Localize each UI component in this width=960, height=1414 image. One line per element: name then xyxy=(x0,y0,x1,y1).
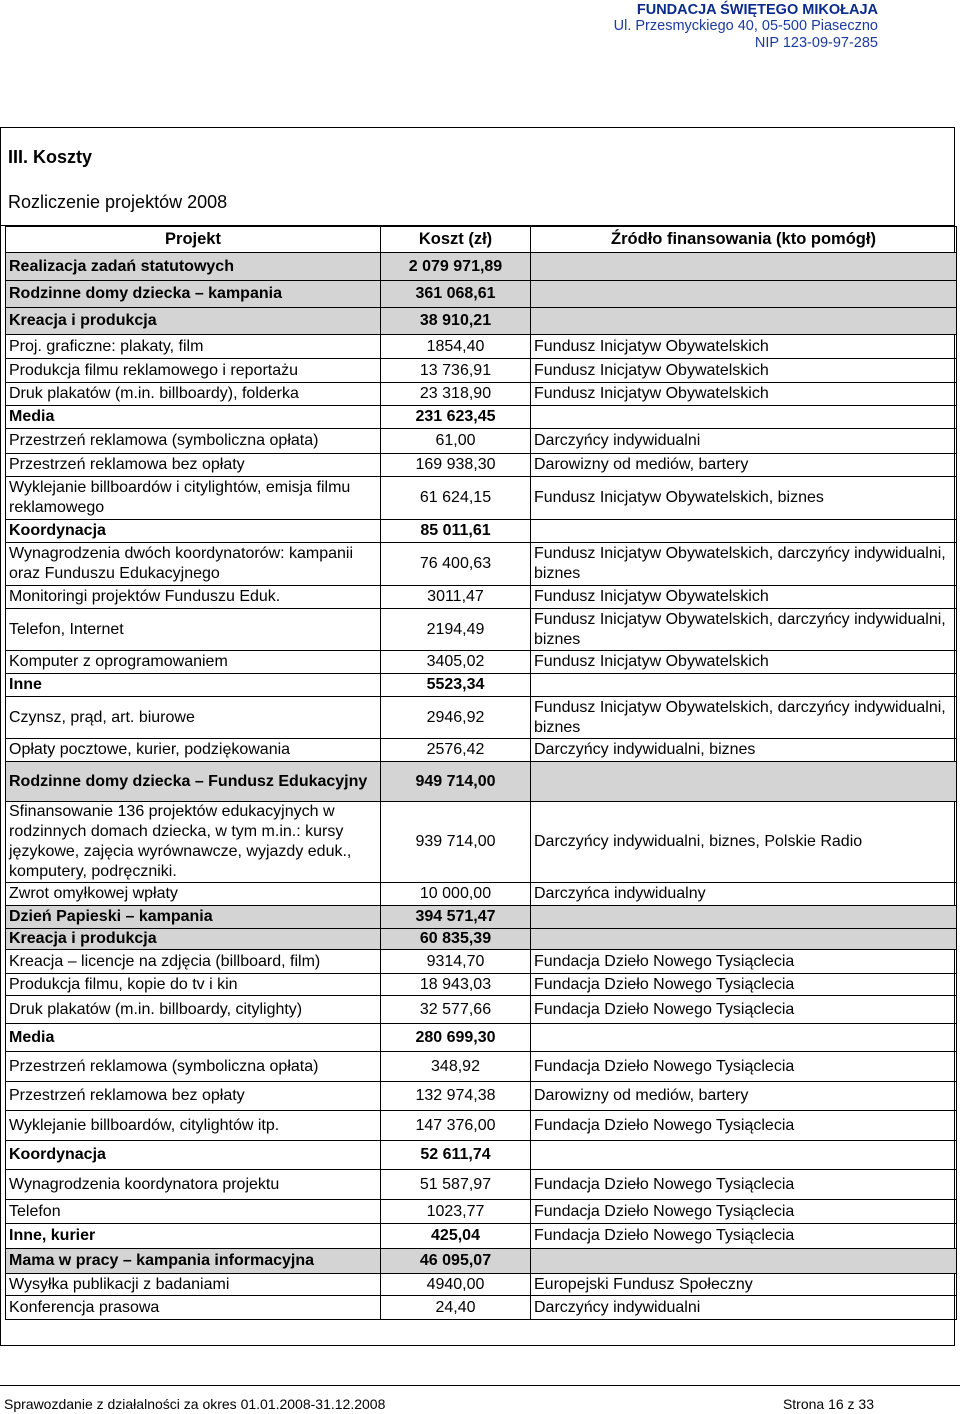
table-row xyxy=(6,477,957,520)
source-cell xyxy=(531,1024,957,1052)
source-cell-text: Fundusz Inicjatyw Obywatelskich xyxy=(534,361,769,379)
project-cell-text: Dzień Papieski – kampania xyxy=(9,908,213,925)
source-cell xyxy=(531,383,957,406)
cost-cell-text: 61,00 xyxy=(435,432,476,449)
project-cell xyxy=(6,543,381,586)
project-cell-text: Sfinansowanie 136 projektów edukacyjnych w rodzinnych domach dziecka, w tym m.in.: kursy językowe, zajęcia wyrównawcze, wyjazdy eduk., komputery, podręczniki. xyxy=(9,803,352,880)
org-nip: NIP 123-09-97-285 xyxy=(754,35,878,51)
cost-cell-text: 24,40 xyxy=(435,1298,476,1316)
cost-cell-text: 147 376,00 xyxy=(415,1116,496,1134)
project-cell-text: Konferencja prasowa xyxy=(9,1298,160,1316)
cost-cell-text: 5523,34 xyxy=(426,676,485,693)
project-cell xyxy=(6,974,381,996)
project-cell-text: Telefon xyxy=(9,1202,61,1220)
cost-cell xyxy=(381,802,531,883)
table-row xyxy=(6,1274,957,1296)
cost-cell-text: 85 011,61 xyxy=(420,522,491,539)
cost-cell-text: 51 587,97 xyxy=(419,1175,492,1193)
table-row xyxy=(6,802,957,883)
cost-cell-text: 348,92 xyxy=(431,1057,480,1075)
cost-cell-text: 23 318,90 xyxy=(419,385,492,402)
table-row xyxy=(6,1111,957,1141)
source-cell xyxy=(531,1296,957,1320)
project-cell-text: Koordynacja xyxy=(9,522,106,539)
cost-cell xyxy=(381,609,531,651)
project-cell xyxy=(6,308,381,335)
project-cell xyxy=(6,651,381,674)
cost-cell xyxy=(381,974,531,996)
project-cell xyxy=(6,1200,381,1224)
project-cell xyxy=(6,429,381,454)
source-cell xyxy=(531,1082,957,1111)
cost-cell-text: 361 068,61 xyxy=(415,285,496,302)
source-cell xyxy=(531,697,957,739)
source-cell-text: Fundusz Inicjatyw Obywatelskich, biznes xyxy=(534,489,824,506)
cost-cell-text: 76 400,63 xyxy=(419,555,492,572)
table-row xyxy=(6,308,957,335)
cost-cell xyxy=(381,929,531,950)
project-cell xyxy=(6,1274,381,1296)
cost-cell xyxy=(381,996,531,1024)
cost-cell xyxy=(381,406,531,429)
source-cell-text: Fundacja Dzieło Nowego Tysiąclecia xyxy=(534,975,795,993)
table-row xyxy=(6,253,957,281)
table-row xyxy=(6,1141,957,1170)
footer-report-period: Sprawozdanie z działalności za okres 01.01.2008-31.12.2008 xyxy=(4,1396,386,1412)
cost-cell xyxy=(381,1296,531,1320)
table-row xyxy=(6,1224,957,1249)
cost-cell xyxy=(381,1200,531,1224)
project-cell xyxy=(6,1249,381,1274)
table-title: Rozliczenie projektów 2008 xyxy=(8,192,228,212)
project-cell-text: Produkcja filmu reklamowego i reportażu xyxy=(9,361,299,379)
source-cell xyxy=(531,586,957,609)
cost-cell xyxy=(381,950,531,974)
source-cell-text: Fundacja Dzieło Nowego Tysiąclecia xyxy=(534,952,795,970)
project-cell xyxy=(6,586,381,609)
cost-cell xyxy=(381,477,531,520)
cost-cell-text: 949 714,00 xyxy=(415,772,496,790)
project-cell-text: Koordynacja xyxy=(9,1146,106,1163)
cost-cell-text: 394 571,47 xyxy=(415,908,496,925)
cost-cell xyxy=(381,906,531,929)
source-cell xyxy=(531,454,957,477)
cost-cell xyxy=(381,253,531,281)
project-cell-text: Media xyxy=(9,408,55,425)
org-address: Ul. Przesmyckiego 40, 05-500 Piaseczno xyxy=(613,18,878,34)
project-cell-text: Monitoringi projektów Funduszu Eduk. xyxy=(9,588,281,605)
project-cell-text: Rodzinne domy dziecka – kampania xyxy=(9,285,282,302)
cost-cell xyxy=(381,1111,531,1141)
org-name: FUNDACJA ŚWIĘTEGO MIKOŁAJA xyxy=(636,2,878,18)
cost-cell xyxy=(381,520,531,543)
project-cell-text: Kreacja – licencje na zdjęcia (billboard, film) xyxy=(9,952,321,970)
source-cell-text: Fundacja Dzieło Nowego Tysiąclecia xyxy=(534,1202,795,1220)
cost-cell xyxy=(381,697,531,739)
cost-cell xyxy=(381,762,531,802)
source-cell xyxy=(531,674,957,697)
source-cell xyxy=(531,429,957,454)
table-row xyxy=(6,1052,957,1082)
source-cell xyxy=(531,739,957,762)
source-cell xyxy=(531,929,957,950)
project-cell-text: Produkcja filmu, kopie do tv i kin xyxy=(9,975,238,993)
table-row xyxy=(6,697,957,739)
cost-cell xyxy=(381,1141,531,1170)
project-cell xyxy=(6,950,381,974)
source-cell xyxy=(531,520,957,543)
project-cell-text: Przestrzeń reklamowa bez opłaty xyxy=(9,1087,245,1104)
project-cell xyxy=(6,281,381,308)
cost-cell xyxy=(381,586,531,609)
source-cell xyxy=(531,883,957,906)
project-cell xyxy=(6,383,381,406)
cost-cell-text: 280 699,30 xyxy=(415,1028,496,1046)
project-cell-text: Wyklejanie billboardów i citylightów, emisja filmu reklamowego xyxy=(9,479,351,516)
cost-cell xyxy=(381,1170,531,1200)
project-cell-text: Czynsz, prąd, art. biurowe xyxy=(9,708,195,726)
table-row xyxy=(6,906,957,929)
table-row xyxy=(6,383,957,406)
costs-table xyxy=(5,226,957,1320)
project-cell xyxy=(6,1224,381,1249)
cost-cell-text: 231 623,45 xyxy=(415,408,496,425)
cost-cell xyxy=(381,1024,531,1052)
project-cell-text: Realizacja zadań statutowych xyxy=(9,257,234,275)
table-row xyxy=(6,929,957,950)
cost-cell xyxy=(381,1082,531,1111)
project-cell xyxy=(6,996,381,1024)
table-row xyxy=(6,974,957,996)
source-cell-text: Fundacja Dzieło Nowego Tysiąclecia xyxy=(534,1057,795,1075)
cost-cell xyxy=(381,281,531,308)
cost-cell-text: 939 714,00 xyxy=(415,833,496,850)
source-cell xyxy=(531,762,957,802)
source-cell xyxy=(531,609,957,651)
table-header-row xyxy=(6,227,957,253)
cost-cell-text: 2194,49 xyxy=(426,620,485,638)
table-row xyxy=(6,335,957,359)
source-cell xyxy=(531,1224,957,1249)
source-cell xyxy=(531,477,957,520)
cost-cell xyxy=(381,429,531,454)
project-cell-text: Kreacja i produkcja xyxy=(9,312,157,329)
cost-cell-text: 132 974,38 xyxy=(415,1087,496,1104)
table-row xyxy=(6,674,957,697)
source-cell-text: Darczyńcy indywidualni, biznes, Polskie Radio xyxy=(534,833,863,850)
project-cell xyxy=(6,762,381,802)
table-row xyxy=(6,651,957,674)
table-row xyxy=(6,609,957,651)
source-cell xyxy=(531,802,957,883)
source-cell-text: Darczyńcy indywidualni xyxy=(534,432,701,449)
cost-cell-text: 60 835,39 xyxy=(419,930,492,947)
table-row xyxy=(6,883,957,906)
footer-page-number: Strona 16 z 33 xyxy=(782,1396,874,1412)
project-cell xyxy=(6,929,381,950)
source-cell xyxy=(531,253,957,281)
source-cell xyxy=(531,1052,957,1082)
source-cell xyxy=(531,1200,957,1224)
project-cell xyxy=(6,406,381,429)
table-row xyxy=(6,543,957,586)
table-row xyxy=(6,1024,957,1052)
cost-cell-text: 38 910,21 xyxy=(419,312,492,329)
source-cell-text: Fundusz Inicjatyw Obywatelskich, darczyńcy indywidualni, biznes xyxy=(534,610,946,648)
project-cell xyxy=(6,1170,381,1200)
project-cell xyxy=(6,883,381,906)
cost-cell-text: 18 943,03 xyxy=(419,975,492,993)
table-row xyxy=(6,762,957,802)
header-cost: Koszt (zł) xyxy=(381,227,531,253)
table-row xyxy=(6,996,957,1024)
source-cell xyxy=(531,1170,957,1200)
cost-cell-text: 10 000,00 xyxy=(419,885,492,902)
source-cell-text: Fundusz Inicjatyw Obywatelskich xyxy=(534,385,769,402)
cost-cell-text: 46 095,07 xyxy=(419,1252,492,1269)
source-cell-text: Darczyńcy indywidualni xyxy=(534,1298,701,1316)
source-cell-text: Fundusz Inicjatyw Obywatelskich xyxy=(534,588,769,605)
cost-cell-text: 2 079 971,89 xyxy=(408,257,503,275)
project-cell xyxy=(6,253,381,281)
cost-cell-text: 61 624,15 xyxy=(419,489,492,506)
project-cell-text: Druk plakatów (m.in. billboardy, citylighty) xyxy=(9,1000,303,1018)
section-title: III. Koszty xyxy=(8,147,93,167)
cost-cell-text: 4940,00 xyxy=(426,1275,485,1293)
source-cell-text: Darowizny od mediów, bartery xyxy=(534,456,749,473)
project-cell-text: Komputer z oprogramowaniem xyxy=(9,653,228,670)
project-cell xyxy=(6,1296,381,1320)
project-cell xyxy=(6,520,381,543)
table-row xyxy=(6,1296,957,1320)
source-cell xyxy=(531,1274,957,1296)
project-cell xyxy=(6,1111,381,1141)
table-row xyxy=(6,586,957,609)
cost-cell-text: 52 611,74 xyxy=(420,1146,491,1163)
project-cell-text: Inne, kurier xyxy=(9,1227,96,1244)
table-row xyxy=(6,1170,957,1200)
table-row xyxy=(6,1200,957,1224)
table-row xyxy=(6,950,957,974)
project-cell-text: Wysyłka publikacji z badaniami xyxy=(9,1275,230,1293)
source-cell xyxy=(531,359,957,383)
project-cell-text: Wyklejanie billboardów, citylightów itp. xyxy=(9,1116,280,1134)
cost-cell xyxy=(381,883,531,906)
project-cell xyxy=(6,674,381,697)
source-cell xyxy=(531,996,957,1024)
source-cell xyxy=(531,406,957,429)
project-cell xyxy=(6,454,381,477)
source-cell-text: Fundacja Dzieło Nowego Tysiąclecia xyxy=(534,1116,795,1134)
project-cell-text: Mama w pracy – kampania informacyjna xyxy=(9,1252,315,1269)
cost-cell xyxy=(381,1052,531,1082)
cost-cell xyxy=(381,1274,531,1296)
project-cell xyxy=(6,609,381,651)
project-cell-text: Przestrzeń reklamowa (symboliczna opłata) xyxy=(9,432,319,449)
source-cell-text: Darczyńcy indywidualni, biznes xyxy=(534,741,756,758)
project-cell-text: Zwrot omyłkowej wpłaty xyxy=(9,885,178,902)
cost-cell-text: 425,04 xyxy=(431,1227,480,1244)
project-cell xyxy=(6,1024,381,1052)
cost-cell-text: 13 736,91 xyxy=(419,361,492,379)
project-cell xyxy=(6,739,381,762)
project-cell xyxy=(6,477,381,520)
cost-cell-text: 9314,70 xyxy=(426,952,485,970)
project-cell-text: Opłaty pocztowe, kurier, podziękowania xyxy=(9,741,291,758)
table-row xyxy=(6,359,957,383)
source-cell-text: Fundusz Inicjatyw Obywatelskich, darczyńcy indywidualni, biznes xyxy=(534,545,946,582)
source-cell-text: Europejski Fundusz Społeczny xyxy=(534,1275,753,1293)
cost-cell xyxy=(381,1249,531,1274)
project-cell-text: Proj. graficzne: plakaty, film xyxy=(9,337,204,355)
table-row xyxy=(6,1249,957,1274)
project-cell xyxy=(6,1141,381,1170)
cost-cell xyxy=(381,674,531,697)
source-cell-text: Fundusz Inicjatyw Obywatelskich, darczyńcy indywidualni, biznes xyxy=(534,698,946,736)
source-cell-text: Fundusz Inicjatyw Obywatelskich xyxy=(534,337,769,355)
cost-cell-text: 1854,40 xyxy=(426,337,485,355)
source-cell xyxy=(531,1141,957,1170)
cost-cell xyxy=(381,383,531,406)
source-cell xyxy=(531,651,957,674)
cost-cell xyxy=(381,543,531,586)
source-cell xyxy=(531,281,957,308)
cost-cell-text: 1023,77 xyxy=(426,1202,485,1220)
project-cell-text: Przestrzeń reklamowa (symboliczna opłata) xyxy=(9,1057,319,1075)
source-cell xyxy=(531,543,957,586)
cost-cell-text: 169 938,30 xyxy=(415,456,496,473)
project-cell xyxy=(6,359,381,383)
source-cell-text: Fundusz Inicjatyw Obywatelskich xyxy=(534,653,769,670)
project-cell-text: Rodzinne domy dziecka – Fundusz Edukacyjny xyxy=(9,772,368,790)
table-row xyxy=(6,1082,957,1111)
project-cell xyxy=(6,1082,381,1111)
table-row xyxy=(6,429,957,454)
cost-cell xyxy=(381,651,531,674)
project-cell xyxy=(6,802,381,883)
table-row xyxy=(6,739,957,762)
source-cell xyxy=(531,950,957,974)
cost-cell-text: 2576,42 xyxy=(426,741,485,758)
source-cell xyxy=(531,1111,957,1141)
cost-cell xyxy=(381,359,531,383)
cost-cell xyxy=(381,454,531,477)
project-cell-text: Kreacja i produkcja xyxy=(9,930,157,947)
cost-cell-text: 3011,47 xyxy=(427,588,484,605)
cost-cell xyxy=(381,1224,531,1249)
project-cell-text: Telefon, Internet xyxy=(9,620,124,638)
cost-cell xyxy=(381,739,531,762)
source-cell-text: Darowizny od mediów, bartery xyxy=(534,1087,749,1104)
project-cell xyxy=(6,1052,381,1082)
project-cell-text: Inne xyxy=(9,676,42,693)
project-cell xyxy=(6,697,381,739)
source-cell-text: Darczyńca indywidualny xyxy=(534,885,706,902)
page-header xyxy=(614,2,878,52)
table-row xyxy=(6,406,957,429)
source-cell xyxy=(531,308,957,335)
project-cell xyxy=(6,335,381,359)
project-cell-text: Druk plakatów (m.in. billboardy), folderka xyxy=(9,385,299,402)
project-cell xyxy=(6,906,381,929)
source-cell-text: Fundacja Dzieło Nowego Tysiąclecia xyxy=(534,1175,795,1193)
cost-cell xyxy=(381,335,531,359)
cost-cell-text: 3405,02 xyxy=(426,653,485,670)
table-row xyxy=(6,281,957,308)
source-cell xyxy=(531,906,957,929)
source-cell-text: Fundacja Dzieło Nowego Tysiąclecia xyxy=(534,1000,795,1018)
cost-cell-text: 32 577,66 xyxy=(419,1000,492,1018)
table-row xyxy=(6,520,957,543)
cost-cell xyxy=(381,308,531,335)
table-row xyxy=(6,454,957,477)
project-cell-text: Wynagrodzenia koordynatora projektu xyxy=(9,1175,280,1193)
header-source: Źródło finansowania (kto pomógł) xyxy=(531,227,957,253)
project-cell-text: Wynagrodzenia dwóch koordynatorów: kampanii oraz Funduszu Edukacyjnego xyxy=(9,545,354,582)
source-cell xyxy=(531,335,957,359)
project-cell-text: Media xyxy=(9,1028,55,1046)
source-cell xyxy=(531,974,957,996)
cost-cell-text: 2946,92 xyxy=(426,708,485,726)
source-cell-text: Fundacja Dzieło Nowego Tysiąclecia xyxy=(534,1227,795,1244)
footer-divider xyxy=(0,1385,960,1386)
project-cell-text: Przestrzeń reklamowa bez opłaty xyxy=(9,456,245,473)
source-cell xyxy=(531,1249,957,1274)
header-project: Projekt xyxy=(6,227,381,253)
table-body xyxy=(6,253,957,1320)
